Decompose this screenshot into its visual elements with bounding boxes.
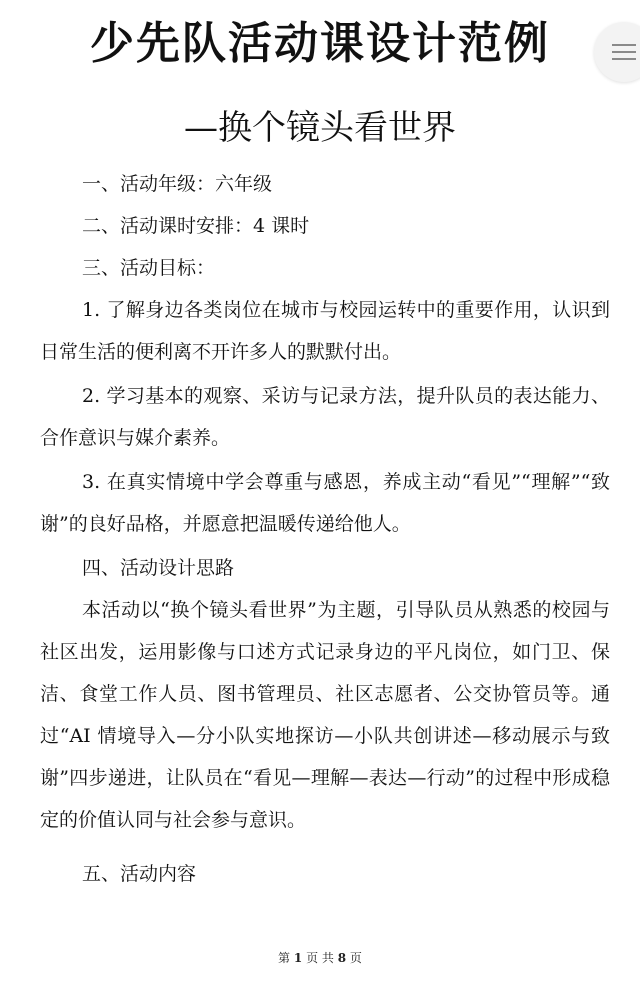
footer-prefix: 第 xyxy=(278,951,291,965)
page-footer xyxy=(0,948,640,968)
section-content-heading: 五、活动内容 xyxy=(82,863,197,885)
design-paragraph: 本活动以“换个镜头看世界”为主题，引导队员从熟悉的校园与社区出发，运用影像与口述方式记录身边的平凡岗位，如门卫、保洁、食堂工作人员、图书管理员、社区志愿者、公交协管员等。通过“AI 情境导入—分小队实地探访—小队共创讲述—移动展示与致谢”四步递进，让队员在“看见—理解—表达—行动”的过程中形成稳定的价值认同与社会参与意识。 xyxy=(40,599,610,831)
goal-item: 1. 了解身边各类岗位在城市与校园运转中的重要作用，认识到日常生活的便利离不开许多人的默默付出。 xyxy=(40,299,610,363)
footer-suffix: 页 xyxy=(349,951,362,965)
section-design-heading: 四、活动设计思路 xyxy=(82,557,235,579)
document-body xyxy=(40,163,610,895)
section-grade: 一、活动年级：六年级 xyxy=(82,173,273,195)
section-schedule: 二、活动课时安排：4 课时 xyxy=(82,215,310,237)
goal-item: 3. 在真实情境中学会尊重与感恩，养成主动“看见”“理解”“致谢”的良好品格，并愿意把温暖传递给他人。 xyxy=(40,471,610,535)
footer-middle: 页 共 xyxy=(306,951,334,965)
page-subtitle: —换个镜头看世界 xyxy=(184,108,456,148)
footer-total-pages: 8 xyxy=(337,951,347,965)
spacer xyxy=(40,843,610,853)
goal-item: 2. 学习基本的观察、采访与记录方法，提升队员的表达能力、合作意识与媒介素养。 xyxy=(40,385,610,449)
footer-current-page: 1 xyxy=(293,951,303,965)
section-goals-heading: 三、活动目标： xyxy=(82,257,216,279)
page-title: 少先队活动课设计范例 xyxy=(90,18,550,69)
